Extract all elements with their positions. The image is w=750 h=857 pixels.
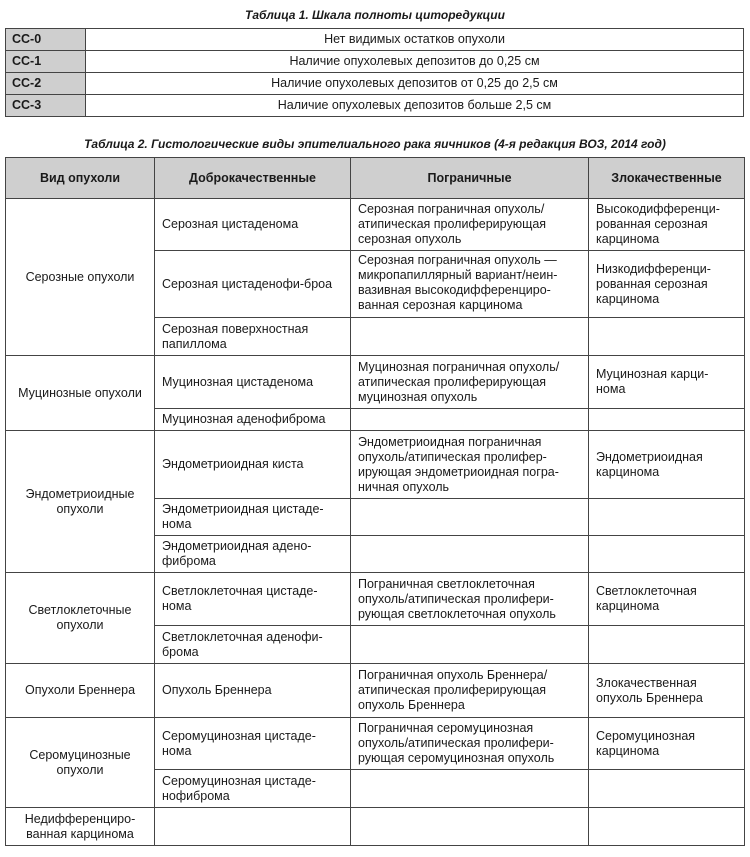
table-row [6,199,745,251]
benign-cell: Муцинозная цистаденома [155,356,351,409]
tumor-type: Эндометриоидные опухоли [6,431,155,573]
tumor-type: Серомуцинозные опухоли [6,718,155,808]
borderline-cell: Эндометриоидная пограничная опухоль/атипическая пролифер-ирующая эндометриоидная погра-ничная опухоль [351,431,589,499]
malignant-cell [589,626,745,664]
borderline-cell [351,536,589,573]
borderline-cell [351,770,589,808]
benign-cell: Муцинозная аденофиброма [155,409,351,431]
borderline-cell: Серозная пограничная опухоль — микропапиллярный вариант/неин-вазивная высокодифференциро-ванная серозная карцинома [351,251,589,318]
malignant-cell [589,318,745,356]
cc-code: CC-0 [6,29,86,51]
borderline-cell [351,318,589,356]
malignant-cell: Высокодифференци-рованная серозная карцинома [589,199,745,251]
column-header-malignant: Злокачественные [589,158,745,199]
malignant-cell: Серомуцинозная карцинома [589,718,745,770]
malignant-cell: Низкодифференци-рованная серозная карцинома [589,251,745,318]
malignant-cell: Светлоклеточная карцинома [589,573,745,626]
malignant-cell: Эндометриоидная карцинома [589,431,745,499]
borderline-cell [351,409,589,431]
cc-description: Наличие опухолевых депозитов до 0,25 см [86,51,744,73]
cc-description: Наличие опухолевых депозитов больше 2,5 см [86,95,744,117]
cc-code: CC-2 [6,73,86,95]
borderline-cell [351,808,589,846]
table-row [6,808,745,846]
borderline-cell: Пограничная светлоклеточная опухоль/атипическая пролифери-рующая светлоклеточная опухоль [351,573,589,626]
benign-cell: Серозная цистаденофи-броа [155,251,351,318]
column-header-benign: Доброкачественные [155,158,351,199]
cc-code: CC-1 [6,51,86,73]
table1-caption: Таблица 1. Шкала полноты циторедукции [245,8,505,22]
tumor-type: Муцинозные опухоли [6,356,155,431]
benign-cell: Опухоль Бреннера [155,664,351,718]
tumor-type: Светлоклеточные опухоли [6,573,155,664]
tumor-type: Серозные опухоли [6,199,155,356]
malignant-cell [589,499,745,536]
borderline-cell: Пограничная серомуцинозная опухоль/атипическая пролифери-рующая серомуцинозная опухоль [351,718,589,770]
benign-cell: Светлоклеточная аденофи-брома [155,626,351,664]
borderline-cell: Муцинозная пограничная опухоль/ атипическая пролиферирующая муцинозная опухоль [351,356,589,409]
cc-code: CC-3 [6,95,86,117]
benign-cell: Серозная цистаденома [155,199,351,251]
borderline-cell [351,626,589,664]
table-row [6,573,745,626]
benign-cell: Эндометриоидная адено-фиброма [155,536,351,573]
malignant-cell [589,808,745,846]
borderline-cell: Серозная пограничная опухоль/ атипическая пролиферирующая серозная опухоль [351,199,589,251]
benign-cell: Серозная поверхностная папиллома [155,318,351,356]
malignant-cell [589,770,745,808]
benign-cell [155,808,351,846]
table-header-row [6,158,745,199]
table-row [6,51,744,73]
table-row [6,95,744,117]
benign-cell: Эндометриоидная цистаде-нома [155,499,351,536]
malignant-cell [589,536,745,573]
column-header-type: Вид опухоли [6,158,155,199]
malignant-cell: Муцинозная карци-нома [589,356,745,409]
benign-cell: Эндометриоидная киста [155,431,351,499]
cc-description: Нет видимых остатков опухоли [86,29,744,51]
table-row [6,356,745,409]
malignant-cell [589,409,745,431]
benign-cell: Светлоклеточная цистаде-нома [155,573,351,626]
histology-table [5,157,745,846]
table-row [6,664,745,718]
table-row [6,73,744,95]
tumor-type: Опухоли Бреннера [6,664,155,718]
borderline-cell [351,499,589,536]
table2-caption: Таблица 2. Гистологические виды эпителиального рака яичников (4-я редакция ВОЗ, 2014 год) [84,137,666,151]
table-row [6,718,745,770]
cc-description: Наличие опухолевых депозитов от 0,25 до 2,5 см [86,73,744,95]
malignant-cell: Злокачественная опухоль Бреннера [589,664,745,718]
benign-cell: Серомуцинозная цистаде-нофиброма [155,770,351,808]
benign-cell: Серомуцинозная цистаде-нома [155,718,351,770]
borderline-cell: Пограничная опухоль Бреннера/ атипическая пролиферирующая опухоль Бреннера [351,664,589,718]
cytoreduction-table [5,28,744,117]
column-header-borderline: Пограничные [351,158,589,199]
tumor-type: Недифференциро-ванная карцинома [6,808,155,846]
table-row [6,29,744,51]
table-row [6,431,745,499]
